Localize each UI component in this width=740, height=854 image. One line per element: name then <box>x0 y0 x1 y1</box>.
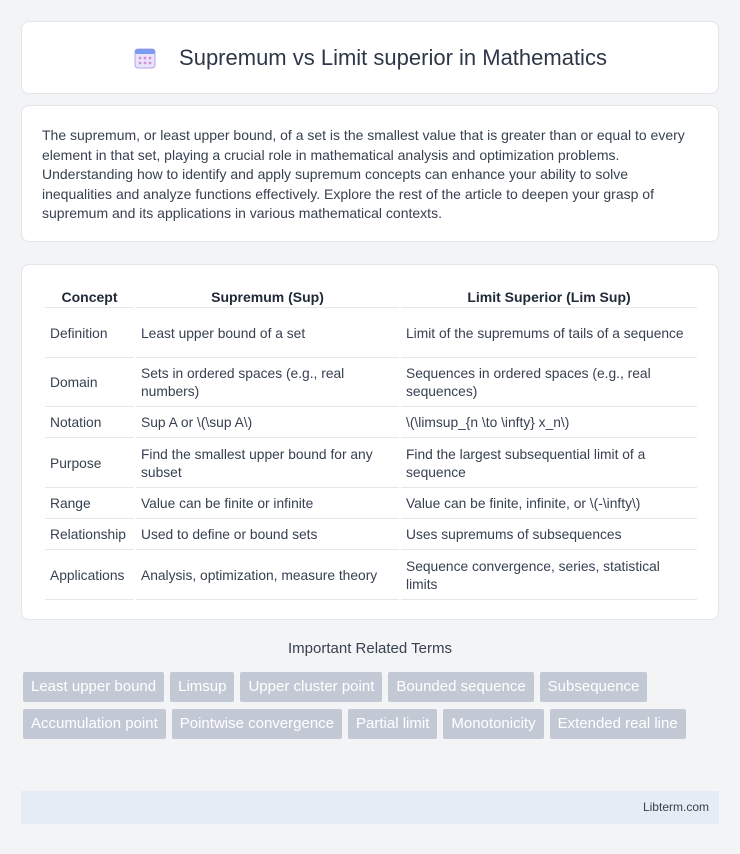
table-cell: Find the smallest upper bound for any subset <box>136 440 399 488</box>
table-row <box>45 409 697 438</box>
table-cell: Sequences in ordered spaces (e.g., real sequences) <box>401 360 697 407</box>
table-cell: Uses supremums of subsequences <box>401 521 697 550</box>
table-row <box>45 360 697 407</box>
footer <box>21 791 719 824</box>
table-row <box>45 440 697 488</box>
table-cell: Applications <box>45 552 134 600</box>
column-header-concept: Concept <box>45 286 134 308</box>
table-cell: Value can be finite or infinite <box>136 490 399 519</box>
table-cell: \(\limsup_{n \to \infty} x_n\) <box>401 409 697 438</box>
comparison-table-card <box>21 264 719 620</box>
related-term-tag[interactable]: Least upper bound <box>23 672 164 702</box>
table-cell: Notation <box>45 409 134 438</box>
related-term-tag[interactable]: Monotonicity <box>443 709 543 739</box>
table-cell: Sets in ordered spaces (e.g., real numbers) <box>136 360 399 407</box>
table-row <box>45 552 697 600</box>
table-cell: Used to define or bound sets <box>136 521 399 550</box>
related-term-tag[interactable]: Upper cluster point <box>240 672 382 702</box>
page-title: Supremum vs Limit superior in Mathematics <box>179 44 607 70</box>
intro-paragraph: The supremum, or least upper bound, of a set is the smallest value that is greater than or equal to every element in that set, playing a crucial role in mathematical analysis and optimization problems. Understanding how to identify and apply supremum concepts can enhance your ability to solve inequalities and analyze functions effectively. Explore the rest of the article to deepen your grasp of supremum and its applications in various mathematical contexts. <box>42 127 685 222</box>
related-term-tag[interactable]: Extended real line <box>550 709 686 739</box>
related-term-tag[interactable]: Partial limit <box>348 709 437 739</box>
related-term-tag[interactable]: Bounded sequence <box>388 672 533 702</box>
related-term-tag[interactable]: Accumulation point <box>23 709 166 739</box>
table-header-row <box>45 286 697 308</box>
table-cell: Sequence convergence, series, statistical limits <box>401 552 697 600</box>
table-cell: Domain <box>45 360 134 407</box>
related-terms-list <box>23 672 723 739</box>
related-term-tag[interactable]: Pointwise convergence <box>172 709 342 739</box>
related-term-tag[interactable]: Limsup <box>170 672 234 702</box>
table-cell: Find the largest subsequential limit of a sequence <box>401 440 697 488</box>
table-cell: Range <box>45 490 134 519</box>
related-term-tag[interactable]: Subsequence <box>540 672 648 702</box>
column-header-supremum: Supremum (Sup) <box>136 286 399 308</box>
table-cell: Limit of the supremums of tails of a sequence <box>401 310 697 358</box>
table-cell: Least upper bound of a set <box>136 310 399 358</box>
table-cell: Relationship <box>45 521 134 550</box>
header-card <box>21 21 719 94</box>
table-cell: Definition <box>45 310 134 358</box>
table-cell: Value can be finite, infinite, or \(-\infty\) <box>401 490 697 519</box>
column-header-limsup: Limit Superior (Lim Sup) <box>401 286 697 308</box>
table-row <box>45 521 697 550</box>
footer-site-link[interactable]: Libterm.com <box>642 800 709 814</box>
related-terms-title: Important Related Terms <box>288 640 452 657</box>
calendar-icon <box>133 46 157 70</box>
table-cell: Sup A or \(\sup A\) <box>136 409 399 438</box>
table-cell: Purpose <box>45 440 134 488</box>
table-cell: Analysis, optimization, measure theory <box>136 552 399 600</box>
table-row <box>45 490 697 519</box>
intro-card <box>21 105 719 242</box>
comparison-table <box>43 284 699 602</box>
table-row <box>45 310 697 358</box>
